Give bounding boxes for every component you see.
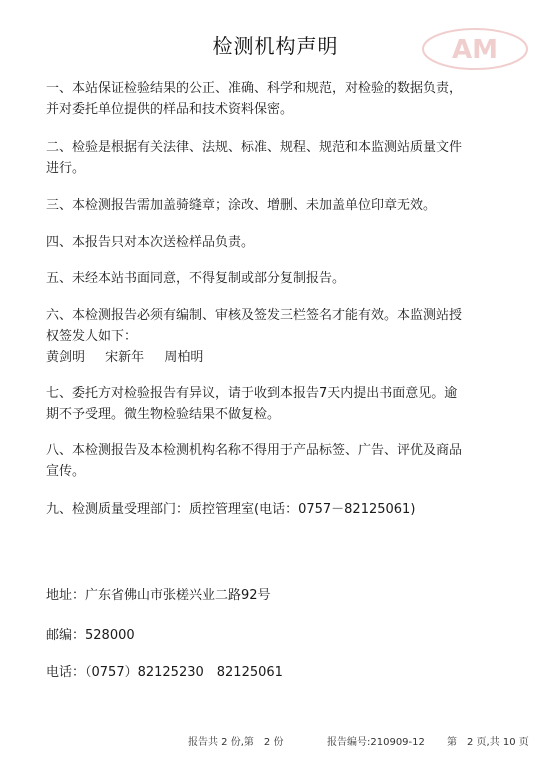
statement-3 (46, 195, 516, 216)
statement-8 (46, 440, 516, 482)
statement-line: 九、检测质量受理部门：质控管理室(电话：0757－82125061) (46, 502, 416, 517)
statement-2 (46, 137, 516, 179)
authorized-signers (46, 347, 516, 368)
statement-line: 进行。 (46, 161, 86, 176)
statement-line: 六、本检测报告必须有编制、审核及签发三栏签名才能有效。本监测站授 (46, 308, 463, 323)
statement-7 (46, 383, 516, 425)
statement-line: 四、本报告只对本次送检样品负责。 (46, 235, 255, 250)
statement-line: 权签发人如下： (46, 329, 138, 344)
statement-line: 宣传。 (46, 464, 86, 479)
statement-line: 期不予受理。微生物检验结果不做复检。 (46, 407, 281, 422)
statement-line: 一、本站保证检验结果的公正、准确、科学和规范，对检验的数据负责， (46, 81, 463, 96)
statement-1 (46, 78, 516, 120)
company-logo (420, 26, 530, 72)
statement-line: 五、未经本站书面同意，不得复制或部分复制报告。 (46, 271, 346, 286)
statement-line: 八、本检测报告及本检测机构名称不得用于产品标签、广告、评优及商品 (46, 443, 463, 458)
page-title: 检测机构声明 (212, 34, 339, 58)
signer-name: 黄剑明 (46, 350, 86, 365)
statement-9 (46, 499, 516, 520)
postcode: 邮编：528000 (46, 628, 135, 643)
statement-5 (46, 268, 516, 289)
footer-page-number: 第 2 页,共 10 页 (447, 737, 529, 748)
statement-4 (46, 232, 516, 253)
statement-line: 并对委托单位提供的样品和技术资料保密。 (46, 102, 294, 117)
signer-name: 周柏明 (164, 350, 204, 365)
statement-line: 七、委托方对检验报告有异议，请于收到本报告7天内提出书面意见。逾 (46, 386, 458, 401)
address: 地址：广东省佛山市张槎兴业二路92号 (46, 588, 271, 603)
statement-6 (46, 305, 516, 368)
statement-line: 二、检验是根据有关法律、法规、标准、规程、规范和本监测站质量文件 (46, 140, 463, 155)
logo-text: AM (452, 35, 498, 65)
statement-line: 三、本检测报告需加盖骑缝章；涂改、增删、未加盖单位印章无效。 (46, 198, 437, 213)
footer-report-number: 报告编号:210909-12 (327, 737, 425, 748)
footer-copies: 报告共 2 份,第 2 份 (188, 737, 284, 748)
signer-name: 宋新年 (105, 350, 145, 365)
phone: 电话：（0757）82125230 82125061 (46, 665, 283, 680)
